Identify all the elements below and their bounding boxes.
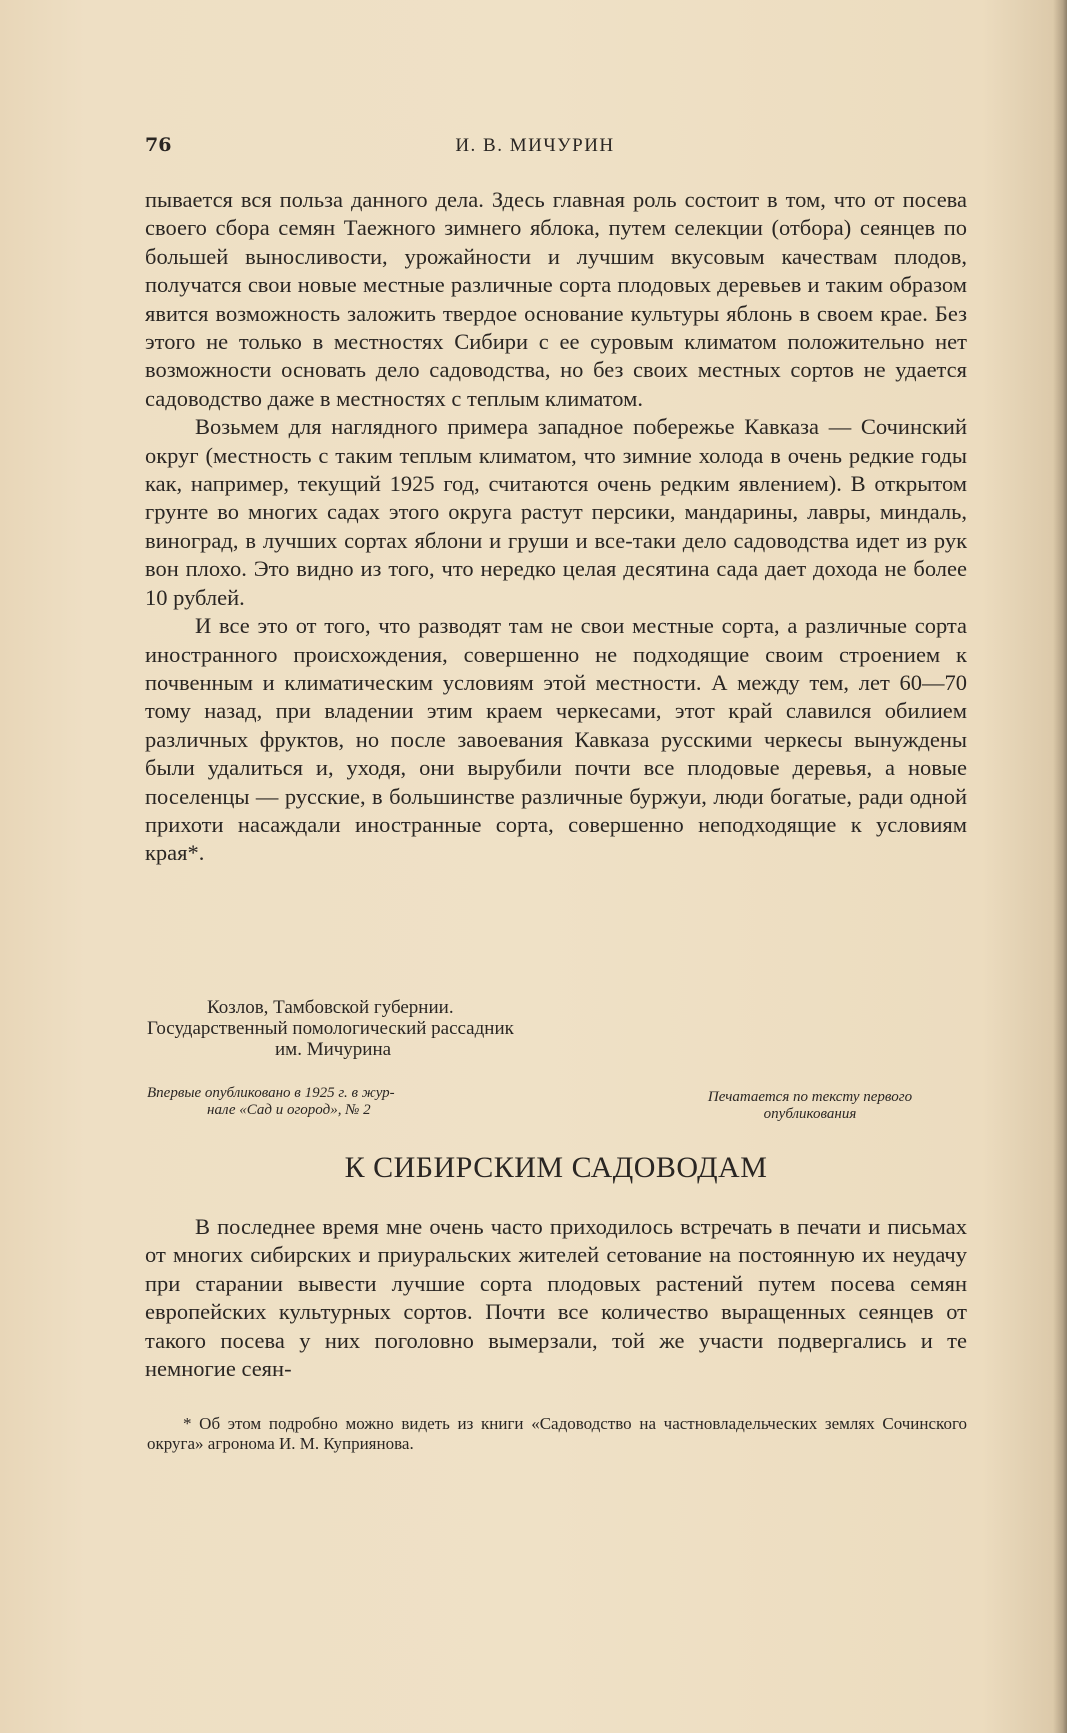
- main-text: [145, 186, 967, 868]
- signature-place: Козлов, Тамбовской губернии.: [207, 997, 454, 1018]
- signature-name: им. Мичурина: [275, 1039, 392, 1060]
- paragraph: Возьмем для наглядного примера западное побережье Кавказа — Сочинский округ (местность с таким теплым климатом, что зимние холода в очень редкие годы как, например, текущий 1925 год, считаются очень редким явлением). В открытом грунте во многих садах этого округа растут персики, мандарины, лавры, миндаль, виноград, в лучших сортах яблони и груши и все-таки дело садоводства идет из рук вон плохо. Это видно из того, что нередко целая десятина сада дает дохода не более 10 рублей.: [145, 414, 967, 610]
- print-source-line: опубликования: [763, 1106, 857, 1122]
- publication-note-line: нале «Сад и огород», № 2: [207, 1102, 371, 1118]
- article-title: К СИБИРСКИМ САДОВОДАМ: [344, 1151, 768, 1184]
- paragraph: пывается вся польза данного дела. Здесь главная роль состоит в том, что от посева своего сбора семян Таежного зимнего яблока, путем селекции (отбора) сеянцев по большей выносливости, урожайности и лучшим вкусовым качествам плодов, получатся свои новые местные различные сорта плодовых деревьев и таким образом явится возможность заложить твердое основание культуры яблонь в своем крае. Без этого не только в местностях Сибири с ее суровым климатом положительно нет возможности основать дело садоводства, но без своих местных сортов не удается садоводство даже в местностях с теплым климатом.: [145, 187, 967, 411]
- signature-block: [147, 997, 514, 1060]
- publication-note-line: Впервые опубликовано в 1925 г. в жур-: [147, 1085, 395, 1101]
- page-number: 76: [145, 134, 172, 156]
- footnote: [147, 1414, 967, 1454]
- signature-institution: Государственный помологический рассадник: [147, 1018, 514, 1039]
- print-source-line: Печатается по тексту первого: [707, 1089, 913, 1105]
- print-source-note: [645, 1089, 975, 1123]
- paragraph: И все это от того, что разводят там не свои местные сорта, а различные сорта иностранного происхождения, совершенно не подходящие своим строением к почвенным и климатическим условиям этой местности. А между тем, лет 60—70 тому назад, при владении этим краем черкесами, этот край славился обилием различных фруктов, но после завоевания Кавказа русскими черкесы вынуждены были удалиться и, уходя, они вырубили почти все плодовые деревья, а новые поселенцы — русские, в большинстве различные буржуи, люди богатые, ради одной прихоти насаждали иностранные сорта, совершенно неподходящие к условиям края*.: [145, 613, 967, 866]
- footnote-text: * Об этом подробно можно видеть из книги «Садоводство на частновладельческих землях Сочинского округа» агронома И. М. Куприянова.: [147, 1414, 967, 1453]
- page-header: [145, 134, 965, 160]
- article-text: [145, 1213, 967, 1383]
- publication-note: [147, 1085, 507, 1119]
- page-edge-shadow: [1053, 0, 1067, 1733]
- paragraph: В последнее время мне очень часто приходилось встречать в печати и письмах от многих сибирских и приуральских жителей сетование на постоянную их неудачу при старании вывести лучшие сорта плодовых растений путем посева семян европейских культурных сортов. Почти все количество выращенных сеянцев от такого посева у них поголовно вымерзали, той же участи подвергались и те немногие сеян-: [145, 1214, 967, 1382]
- running-head: И. В. МИЧУРИН: [455, 135, 615, 156]
